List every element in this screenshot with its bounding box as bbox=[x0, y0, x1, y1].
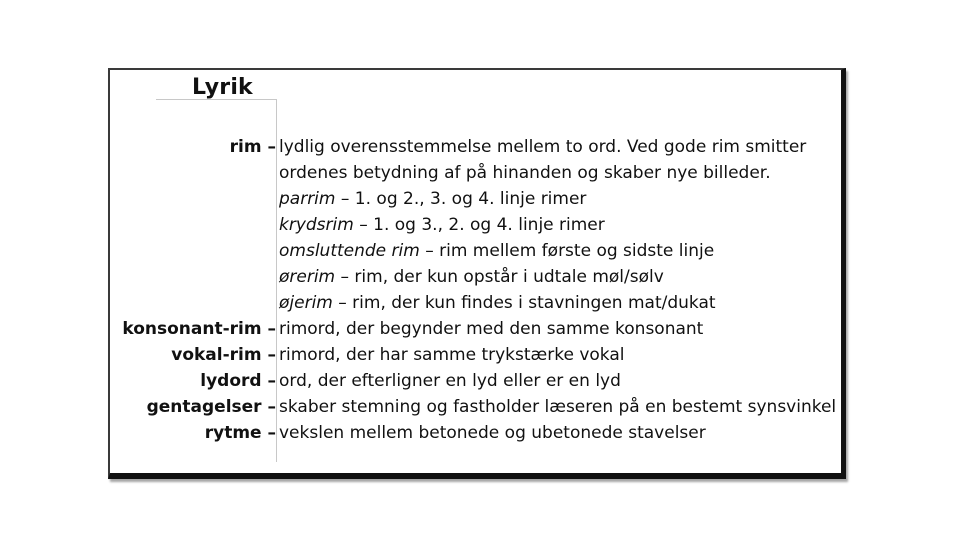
subtype-desc: – rim, der kun opstår i udtale møl/sølv bbox=[335, 267, 664, 287]
subtype-desc: – rim mellem første og sidste linje bbox=[419, 241, 715, 261]
subtype-ojerim bbox=[0, 293, 960, 319]
definition-text: ord, der efterligner en lyd eller er en lyd bbox=[279, 371, 621, 391]
subtype-name: krydsrim bbox=[279, 215, 354, 235]
subtype-name: ørerim bbox=[279, 267, 336, 287]
page-title: Lyrik bbox=[192, 75, 253, 100]
subtype-desc: – 1. og 2., 3. og 4. linje rimer bbox=[335, 189, 587, 209]
term-label: konsonant-rim – bbox=[122, 319, 276, 339]
definition-text: rimord, der begynder med den samme konsonant bbox=[279, 319, 704, 339]
entry-konsonant-rim bbox=[0, 319, 960, 345]
term-label: rytme – bbox=[204, 423, 276, 443]
entry-rim bbox=[0, 137, 960, 163]
subtype-desc: – rim, der kun findes i stavningen mat/dukat bbox=[332, 293, 716, 313]
term-label: rim – bbox=[229, 137, 276, 157]
entry-rim-continued bbox=[0, 163, 960, 189]
definition-text: ordenes betydning af på hinanden og skaber nye billeder. bbox=[279, 163, 771, 183]
term-label: lydord – bbox=[200, 371, 276, 391]
entry-vokal-rim bbox=[0, 345, 960, 371]
definition-text: skaber stemning og fastholder læseren på en bestemt synsvinkel bbox=[279, 397, 837, 417]
definition-text: vekslen mellem betonede og ubetonede stavelser bbox=[279, 423, 706, 443]
subtype-name: omsluttende rim bbox=[279, 241, 420, 261]
entry-rytme bbox=[0, 423, 960, 449]
definition-text: lydlig overensstemmelse mellem to ord. Ved gode rim smitter bbox=[279, 137, 807, 157]
definition-text: rimord, der har samme trykstærke vokal bbox=[279, 345, 625, 365]
entry-gentagelser bbox=[0, 397, 960, 423]
subtype-desc: – 1. og 3., 2. og 4. linje rimer bbox=[353, 215, 605, 235]
term-label: gentagelser – bbox=[146, 397, 276, 417]
subtype-parrim bbox=[0, 189, 960, 215]
term-label: vokal-rim – bbox=[171, 345, 276, 365]
entry-lydord bbox=[0, 371, 960, 397]
subtype-orerim bbox=[0, 267, 960, 293]
subtype-omsluttende-rim bbox=[0, 241, 960, 267]
bracket-line-horizontal bbox=[156, 99, 276, 100]
subtype-name: øjerim bbox=[279, 293, 333, 313]
subtype-name: parrim bbox=[279, 189, 336, 209]
subtype-krydsrim bbox=[0, 215, 960, 241]
